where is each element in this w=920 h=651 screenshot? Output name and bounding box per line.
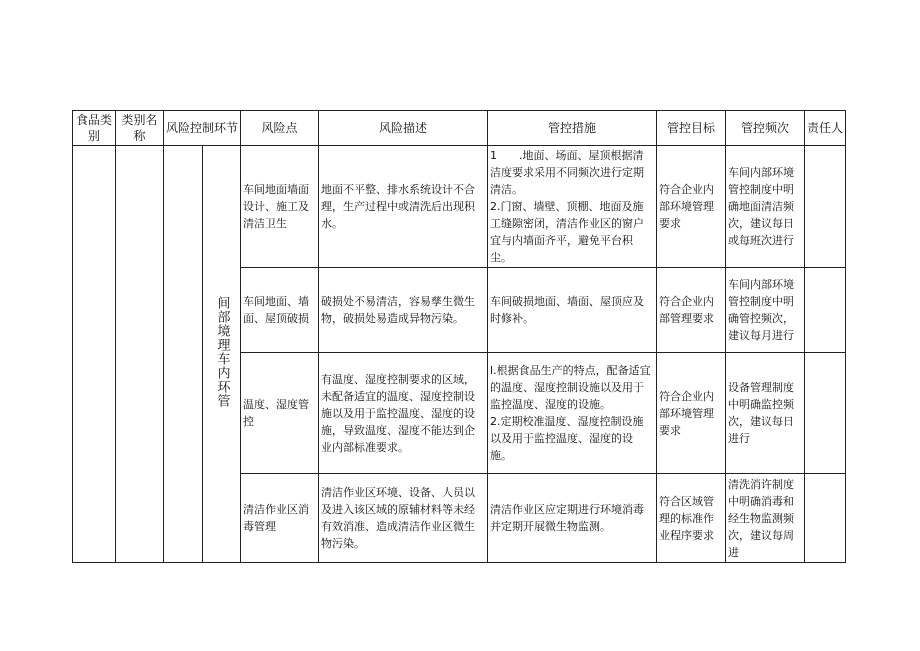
measure-item: 清洁作业区应定期进行环境消毒并定期开展微生物监测。 [490,503,645,533]
control-frequency-cell: 车间内部环境管控制度中明确管控频次，建议每月进行 [726,268,805,353]
responsible-cell [805,146,846,268]
measure-item: 2.定期校准温度、湿度控制设施以及用于监控温度、湿度的设施。 [490,415,644,462]
control-frequency-cell: 车间内部环境管控制度中明确地面清洁频次，建议每日或每班次进行 [726,146,805,268]
header-responsible-person: 责任人 [805,111,846,146]
risk-description-cell: 有温度、湿度控制要求的区域，未配备适宜的温度、湿度控制设施以及用于监控温度、湿度的设施，导致温度、湿度不能达到企业内部标准要求。 [319,353,488,474]
header-risk-control-link: 风险控制环节 [164,111,241,146]
risk-point-cell: 温度、湿度管控 [241,353,319,474]
header-risk-point: 风险点 [241,111,319,146]
measure-item: 1 .地面、场面、屋顶根据清洁度要求采用不同频次进行定期清洁。 [490,149,645,196]
measure-item: 2.门窗、墙壁、顶棚、地面及施工缝隙密闭，清洁作业区的窗户宜与内墙面齐平，避免平台积尘。 [490,200,645,264]
control-target-cell: 符合企业内部管理要求 [657,268,726,353]
control-target-cell: 符合企业内部环境管理要求 [657,353,726,474]
risk-point-cell: 清洁作业区消毒管理 [241,474,319,563]
responsible-cell [805,268,846,353]
risk-description-cell: 地面不平整、排水系统设计不合理，生产过程中或清洗后出现积水。 [319,146,488,268]
measure-item: l.根据食品生产的特点，配备适宜的温度、湿度控制设施以及用于监控温度、湿度的设施。 [490,364,651,411]
header-food-category: 食品类别 [73,111,116,146]
risk-point-cell: 车间地面、墙面、屋顶破损 [241,268,319,353]
control-measures-cell [488,268,657,353]
control-target-cell: 符合企业内部环境管理要求 [657,146,726,268]
risk-description-cell: 破损处不易清洁，容易孳生微生物，破损处易造成异物污染。 [319,268,488,353]
table-row [73,146,846,268]
control-link-blank-cell [164,146,203,563]
risk-point-cell: 车间地面墙面设计、施工及清洁卫生 [241,146,319,268]
risk-description-cell: 清洁作业区环境、设备、人员以及进入该区域的原辅材料等未经有效消准、造成清洁作业区微生物污染。 [319,474,488,563]
responsible-cell [805,474,846,563]
control-frequency-cell: 设备管理制度中明确监控频次，建议每日进行 [726,353,805,474]
measure-item: 车间破损地面、墙面、屋顶应及时修补。 [490,295,645,325]
control-measures-cell [488,474,657,563]
header-control-target: 管控目标 [657,111,726,146]
food-category-cell [73,146,116,563]
header-control-frequency: 管控频次 [726,111,805,146]
control-frequency-cell: 清洗消许制度中明确消毒和经生物监测频次，建议每周进 [726,474,805,563]
risk-control-table [72,110,846,563]
section-label: 间部境理车内环管 [214,295,230,408]
category-name-cell [116,146,164,563]
control-target-cell: 符合区域管理的标准作业程序要求 [657,474,726,563]
responsible-cell [805,353,846,474]
header-risk-description: 风险描述 [319,111,488,146]
header-control-measures: 管控措施 [488,111,657,146]
control-measures-cell [488,353,657,474]
section-label-cell [203,146,241,563]
header-category-name: 类别名称 [116,111,164,146]
header-row [73,111,846,146]
control-measures-cell [488,146,657,268]
